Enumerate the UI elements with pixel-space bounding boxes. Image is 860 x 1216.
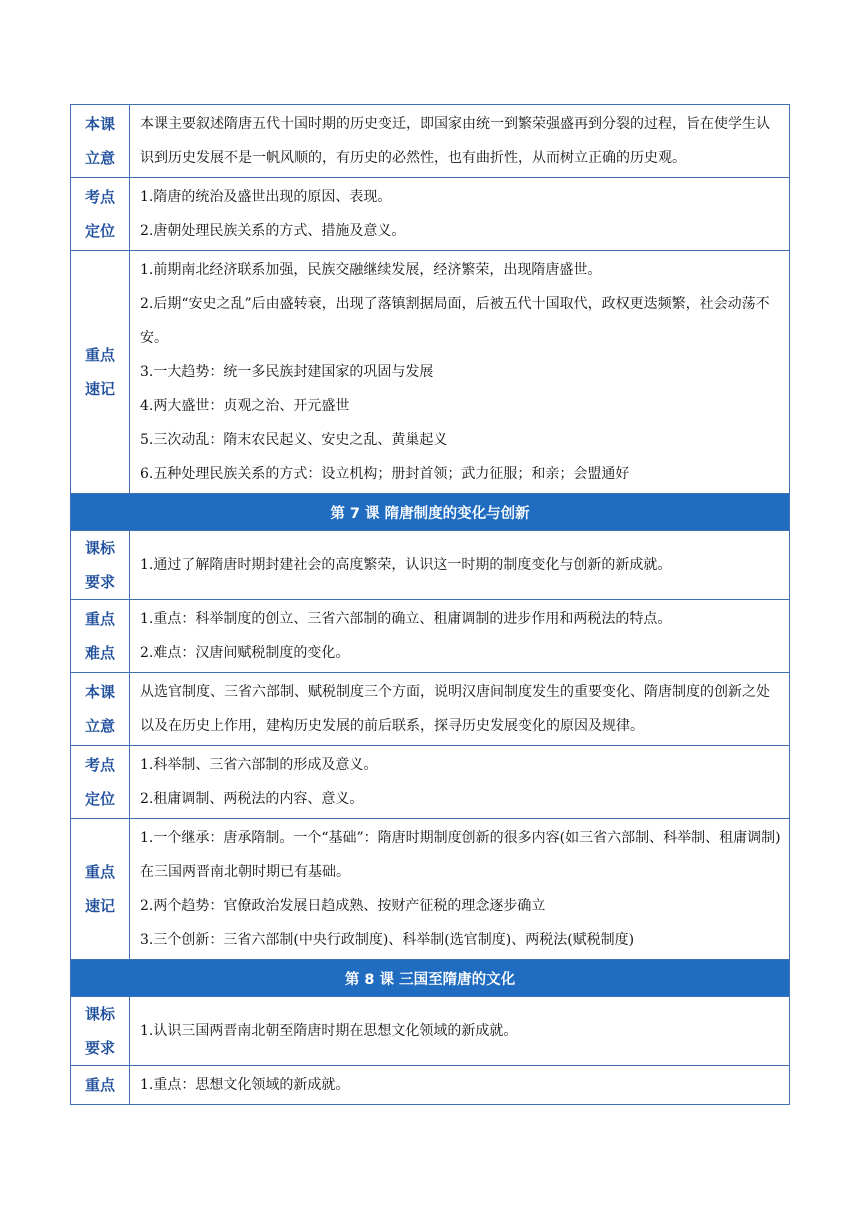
row-label: 课标 要求 (71, 531, 130, 600)
lesson-title: 第 7 课 隋唐制度的变化与创新 (71, 494, 790, 531)
list-item: 3.三个创新：三省六部制(中央行政制度)、科举制(选官制度)、两税法(赋税制度) (140, 932, 635, 948)
list-item: 1.重点：思想文化领域的新成就。 (140, 1077, 350, 1093)
table-row (71, 531, 790, 600)
table-row (71, 600, 790, 673)
row-label: 本课 立意 (71, 105, 130, 178)
table-row (71, 105, 790, 178)
lesson-header-row (71, 494, 790, 531)
lesson-summary-table (70, 104, 790, 1105)
row-content (130, 251, 790, 494)
table-row (71, 251, 790, 494)
list-item: 2.后期“安史之乱”后由盛转衰，出现了落镇割据局面，后被五代十国取代，政权更迭频繁，社会动荡不安。 (140, 296, 770, 346)
row-label: 考点 定位 (71, 746, 130, 819)
list-item: 2.租庸调制、两税法的内容、意义。 (140, 791, 364, 807)
list-item: 2.唐朝处理民族关系的方式、措施及意义。 (140, 223, 406, 239)
lesson-header-row (71, 960, 790, 997)
row-label: 重点 难点 (71, 600, 130, 673)
row-label: 重点 (71, 1066, 130, 1105)
row-label: 本课 立意 (71, 673, 130, 746)
row-label: 重点 速记 (71, 251, 130, 494)
row-content (130, 178, 790, 251)
row-content (130, 997, 790, 1066)
list-item: 2.两个趋势：官僚政治发展日趋成熟、按财产征税的理念逐步确立 (140, 898, 546, 914)
row-content (130, 105, 790, 178)
row-content (130, 1066, 790, 1105)
row-content (130, 673, 790, 746)
table-row (71, 746, 790, 819)
row-content (130, 531, 790, 600)
table-row (71, 997, 790, 1066)
list-item: 1.认识三国两晋南北朝至隋唐时期在思想文化领域的新成就。 (140, 1023, 518, 1039)
row-label: 重点 速记 (71, 819, 130, 960)
table-row (71, 178, 790, 251)
table-row (71, 1066, 790, 1105)
list-item: 6.五种处理民族关系的方式：设立机构；册封首领；武力征服；和亲；会盟通好 (140, 466, 630, 482)
list-item: 1.隋唐的统治及盛世出现的原因、表现。 (140, 189, 392, 205)
list-item: 3.一大趋势：统一多民族封建国家的巩固与发展 (140, 364, 434, 380)
table-row (71, 819, 790, 960)
list-item: 1.通过了解隋唐时期封建社会的高度繁荣，认识这一时期的制度变化与创新的新成就。 (140, 557, 672, 573)
list-item: 1.前期南北经济联系加强，民族交融继续发展，经济繁荣，出现隋唐盛世。 (140, 262, 602, 278)
lesson-title: 第 8 课 三国至隋唐的文化 (71, 960, 790, 997)
list-item: 4.两大盛世：贞观之治、开元盛世 (140, 398, 350, 414)
intent-text: 本课主要叙述隋唐五代十国时期的历史变迁，即国家由统一到繁荣强盛再到分裂的过程，旨在使学生认识到历史发展不是一帆风顺的，有历史的必然性，也有曲折性，从而树立正确的历史观。 (140, 116, 770, 166)
row-label: 考点 定位 (71, 178, 130, 251)
row-label: 课标 要求 (71, 997, 130, 1066)
list-item: 1.重点：科举制度的创立、三省六部制的确立、租庸调制的进步作用和两税法的特点。 (140, 611, 672, 627)
table-row (71, 673, 790, 746)
row-content (130, 600, 790, 673)
row-content (130, 746, 790, 819)
list-item: 1.一个继承：唐承隋制。一个“基础”：隋唐时期制度创新的很多内容(如三省六部制、科举制、租庸调制)在三国两晋南北朝时期已有基础。 (140, 830, 781, 880)
list-item: 2.难点：汉唐间赋税制度的变化。 (140, 645, 350, 661)
list-item: 1.科举制、三省六部制的形成及意义。 (140, 757, 378, 773)
list-item: 5.三次动乱：隋末农民起义、安史之乱、黄巢起义 (140, 432, 448, 448)
row-content (130, 819, 790, 960)
intent-text: 从选官制度、三省六部制、赋税制度三个方面，说明汉唐间制度发生的重要变化、隋唐制度的创新之处以及在历史上作用，建构历史发展的前后联系，探寻历史发展变化的原因及规律。 (140, 684, 770, 734)
